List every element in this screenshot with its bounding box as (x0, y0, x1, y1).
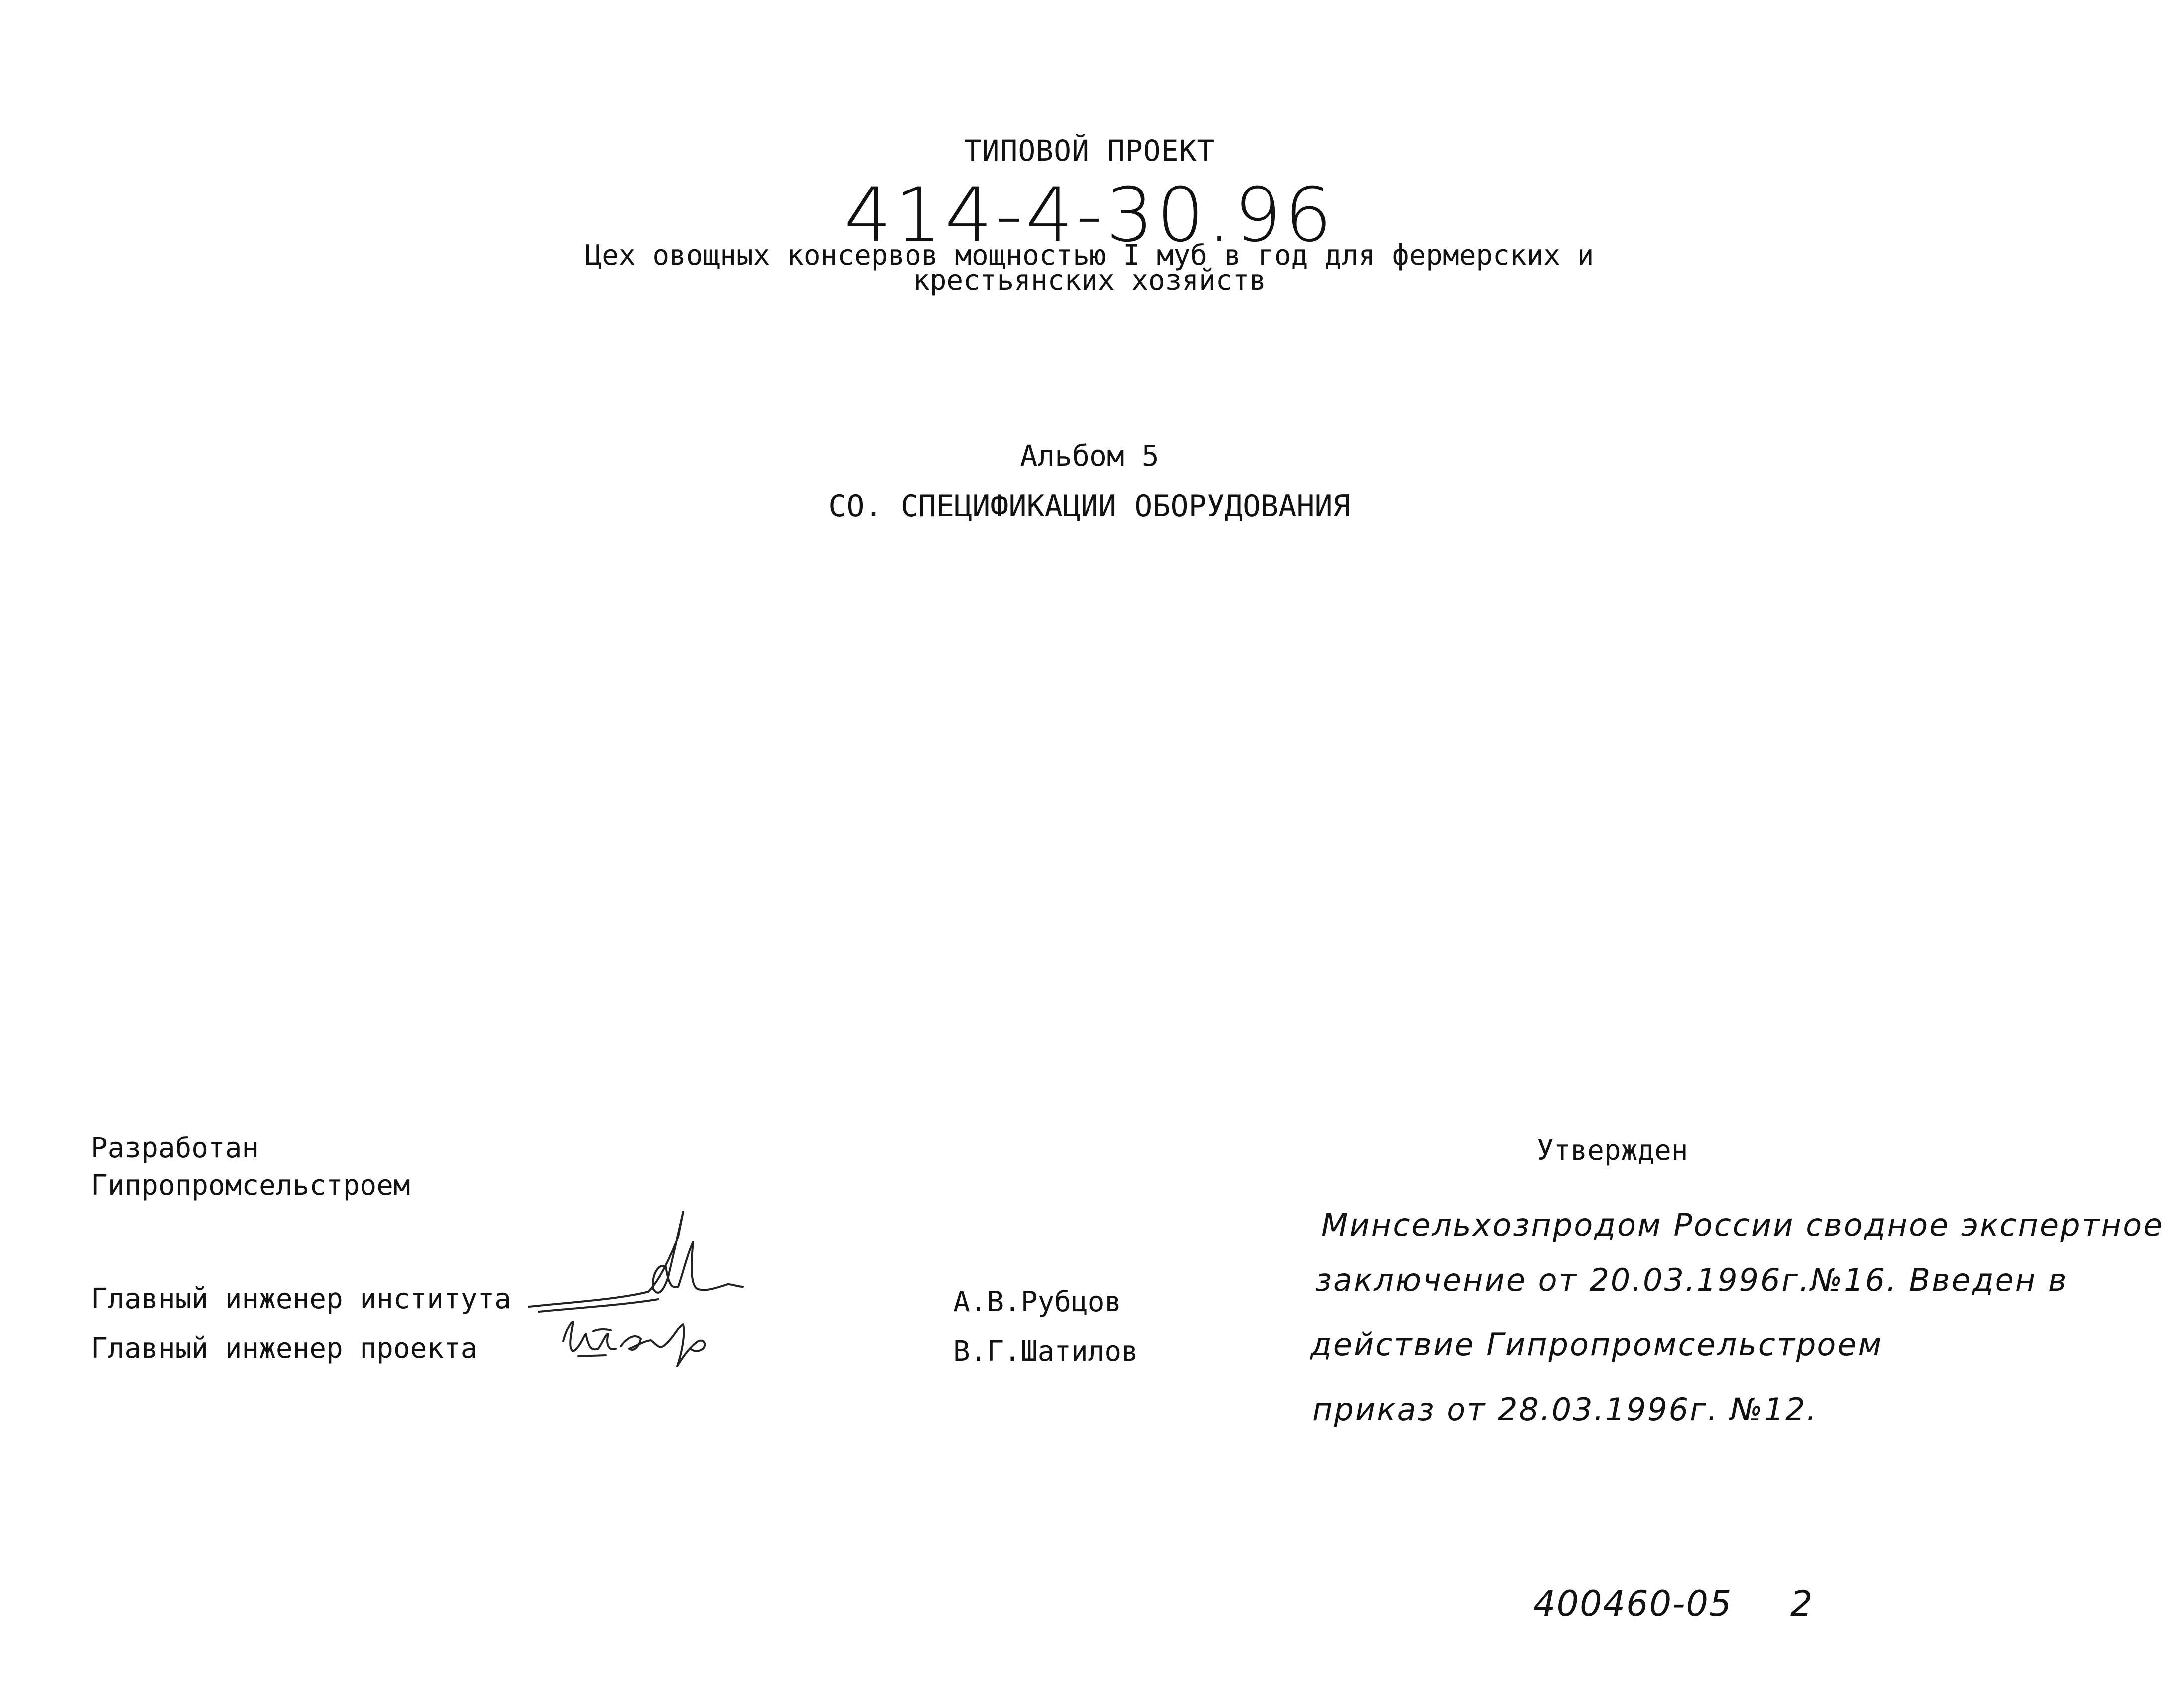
approval-text-line3: действие Гипропромсельстроем (1310, 1327, 1883, 1363)
document-code: 400460-05 (1533, 1583, 1733, 1624)
project-type-label: ТИПОВОЙ ПРОЕКТ (964, 134, 1215, 168)
page-number: 2 (1790, 1583, 1813, 1624)
project-description-line2: крестьянских хозяйств (912, 264, 1266, 297)
signatory-name: А.В.Рубцов (953, 1286, 1122, 1318)
project-number: 414-4-30.96 (844, 172, 1335, 259)
developer-organization: Гипропромсельстроем (91, 1169, 410, 1202)
approved-label: Утвержден (1537, 1135, 1688, 1167)
project-description-line1: Цех овощных консервов мощностью I муб в год для фермерских и (585, 239, 1594, 272)
developed-by-label: Разработан (91, 1132, 259, 1164)
approval-text-line1: Минсельхозпродом России сводное экспертное (1321, 1207, 2164, 1243)
approval-text-line4: приказ от 28.03.1996г. №12. (1312, 1391, 1818, 1428)
signatory-role: Главный инженер проекта (91, 1332, 478, 1365)
album-title: Альбом 5 (1020, 439, 1159, 473)
album-section-title: СО. СПЕЦИФИКАЦИИ ОБОРУДОВАНИЯ (828, 489, 1351, 524)
signatory-name: В.Г.Шатилов (953, 1335, 1138, 1368)
signature-image (519, 1207, 748, 1371)
signatory-role: Главный инженер института (91, 1283, 511, 1315)
approval-text-line2: заключение от 20.03.1996г.№16. Введен в (1315, 1262, 2068, 1298)
